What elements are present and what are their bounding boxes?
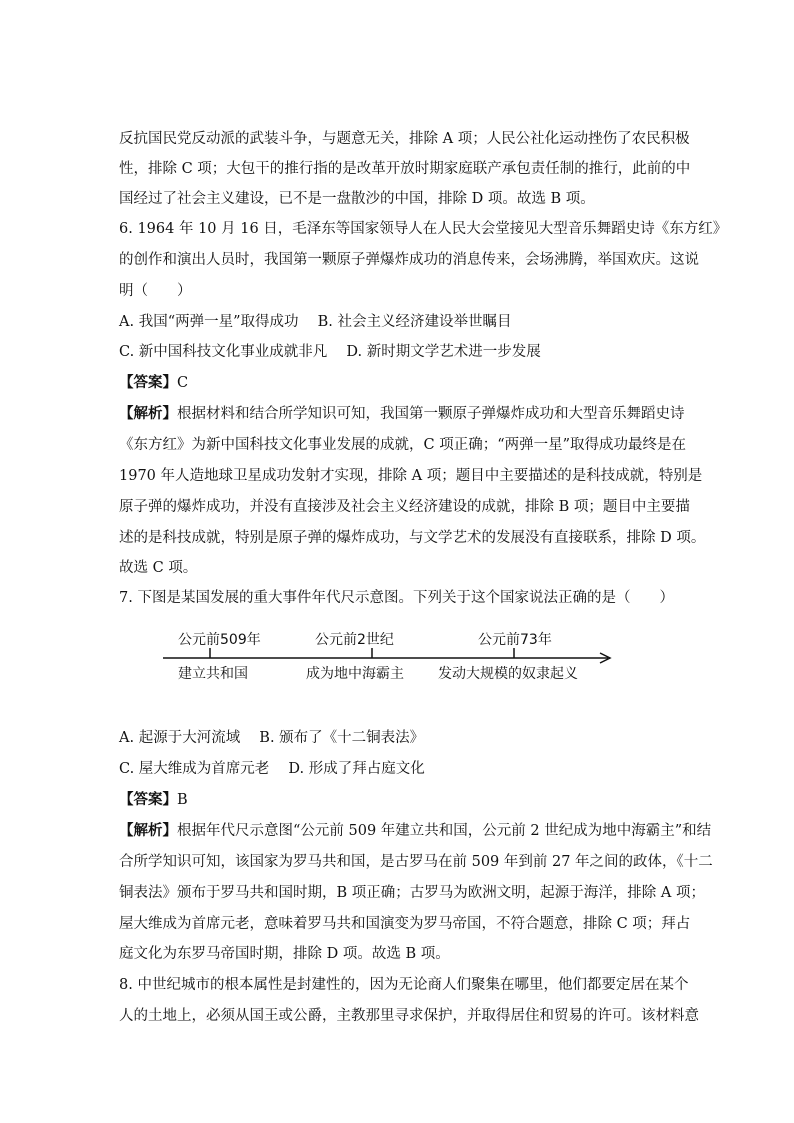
question-7-analysis: 屋大维成为首席元老，意味着罗马共和国演变为罗马帝国，不符合题意，排除 C 项；拜占 <box>119 916 691 932</box>
question-7-options: A. 起源于大河流域 B. 颁布了《十二铜表法》 <box>119 730 425 746</box>
question-7-analysis: 庭文化为东罗马帝国时期，排除 D 项。故选 B 项。 <box>119 946 450 962</box>
question-6-stem: 的创作和演出人员时，我国第一颗原子弹爆炸成功的消息传来，会场沸腾，举国欢庆。这说 <box>119 252 699 268</box>
question-8-stem: 人的土地上，必须从国王或公爵，主教那里寻求保护，并取得居住和贸易的许可。该材料意 <box>119 1008 699 1024</box>
question-7-analysis <box>119 821 712 841</box>
question-6-stem: 6. 1964 年 10 月 16 日，毛泽东等国家领导人在人民大会堂接见大型音乐舞蹈史诗《东方红》 <box>119 221 728 237</box>
answer-tag: 【答案】 <box>119 374 177 391</box>
question-7-analysis: 合所学知识可知，该国家为罗马共和国，是古罗马在前 509 年到前 27 年之间的政体，《十二 <box>119 854 713 870</box>
question-6-analysis: 1970 年人造地球卫星成功发射才实现，排除 A 项；题目中主要描述的是科技成就，特别是 <box>119 468 703 484</box>
question-6-analysis <box>119 404 689 424</box>
analysis-text: 根据年代尺示意图“公元前 509 年建立共和国，公元前 2 世纪成为地中海霸主”和结 <box>177 823 712 839</box>
question-6-options: C. 新中国科技文化事业成就非凡 D. 新时期文学艺术进一步发展 <box>119 344 541 360</box>
question-6-answer <box>119 373 689 393</box>
timeline-event: 成为地中海霸主 <box>306 666 404 682</box>
question-6-analysis: 《东方红》为新中国科技文化事业发展的成就，C 项正确；“两弹一星”取得成功最终是在 <box>119 437 687 453</box>
question-6-analysis: 述的是科技成就，特别是原子弹的爆炸成功，与文学艺术的发展没有直接联系，排除 D 项。 <box>119 530 706 546</box>
text-line: 国经过了社会主义建设，已不是一盘散沙的中国，排除 D 项。故选 B 项。 <box>119 191 595 207</box>
text-line: 性，排除 C 项；大包干的推行指的是改革开放时期家庭联产承包责任制的推行，此前的中 <box>119 161 691 177</box>
question-6-analysis: 原子弹的爆炸成功，并没有直接涉及社会主义经济建设的成就，排除 B 项；题目中主要描 <box>119 499 690 515</box>
timeline-event: 建立共和国 <box>178 666 248 682</box>
question-6-analysis: 故选 C 项。 <box>119 560 198 576</box>
timeline-date: 公元前509年 <box>178 632 261 648</box>
answer-tag: 【答案】 <box>119 791 177 808</box>
question-6-stem: 明（ ） <box>119 283 192 299</box>
question-7-analysis: 铜表法》颁布于罗马共和国时期，B 项正确；古罗马为欧洲文明，起源于海洋，排除 A 项； <box>119 885 705 901</box>
question-6-options: A. 我国“两弹一星”取得成功 B. 社会主义经济建设举世瞩目 <box>119 314 512 330</box>
answer-value: B <box>177 792 188 808</box>
timeline-date: 公元前2世纪 <box>315 632 394 648</box>
timeline-date: 公元前73年 <box>478 632 552 648</box>
question-7-options: C. 屋大维成为首席元老 D. 形成了拜占庭文化 <box>119 761 425 777</box>
timeline-event: 发动大规模的奴隶起义 <box>438 666 578 682</box>
timeline-diagram <box>160 620 620 700</box>
answer-value: C <box>177 375 189 391</box>
question-7-stem: 7. 下图是某国发展的重大事件年代尺示意图。下列关于这个国家说法正确的是（ ） <box>119 590 674 606</box>
question-7-answer <box>119 790 689 810</box>
analysis-tag: 【解析】 <box>119 822 177 839</box>
analysis-tag: 【解析】 <box>119 405 177 422</box>
text-line: 反抗国民党反动派的武装斗争，与题意无关，排除 A 项；人民公社化运动挫伤了农民积极 <box>119 131 690 147</box>
question-8-stem: 8. 中世纪城市的根本属性是封建性的，因为无论商人们聚集在哪里，他们都要定居在某个 <box>119 977 689 993</box>
analysis-text: 根据材料和结合所学知识可知，我国第一颗原子弹爆炸成功和大型音乐舞蹈史诗 <box>177 406 685 422</box>
